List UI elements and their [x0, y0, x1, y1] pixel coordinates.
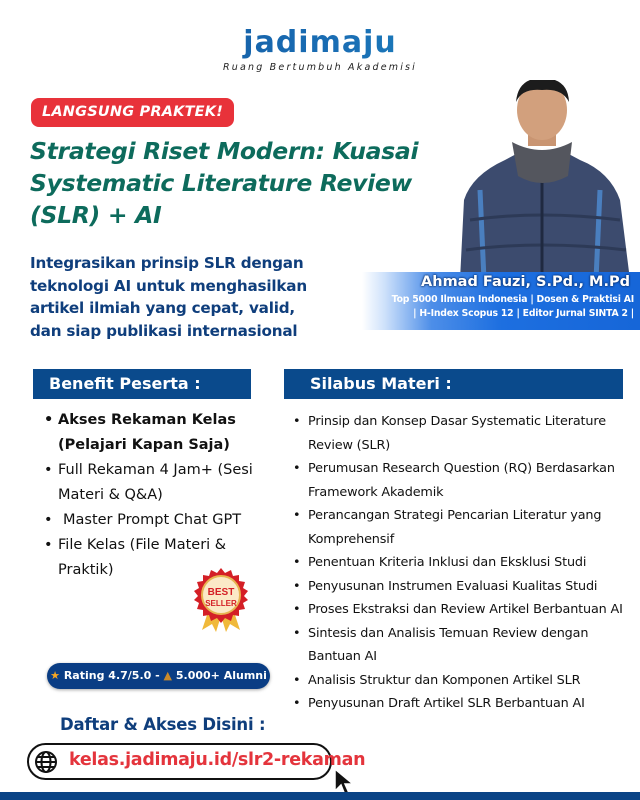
speaker-credentials: Top 5000 Ilmuan Indonesia | Dosen & Praktisi AI	[391, 294, 634, 305]
course-subtitle	[30, 252, 330, 342]
benefit-text: Full Rekaman 4 Jam+ (Sesi Materi & Q&A)	[58, 462, 253, 503]
logo-wordmark: jadimaju	[0, 26, 640, 60]
benefits-list	[44, 408, 264, 583]
syllabus-item	[293, 669, 633, 693]
graduation-cap-icon: ▲	[163, 669, 173, 682]
subtitle-line: dan siap publikasi internasional	[30, 321, 298, 340]
syllabus-text: Sintesis dan Analisis Temuan Review dengan Bantuan AI	[308, 625, 589, 664]
speaker-photo	[450, 80, 635, 280]
syllabus-text: Penyusunan Instrumen Evaluasi Kualitas Studi	[308, 578, 598, 594]
promo-badge: LANGSUNG PRAKTEK!	[31, 98, 234, 127]
star-icon: ★	[50, 669, 60, 682]
title-line: (SLR) + AI	[30, 201, 162, 229]
benefit-item	[44, 508, 264, 533]
syllabus-text: Perancangan Strategi Pencarian Literatur yang Komprehensif	[308, 508, 602, 547]
speaker-name: Ahmad Fauzi, S.Pd., M.Pd	[421, 274, 630, 290]
benefits-heading: Benefit Peserta :	[33, 369, 251, 399]
alumni-text: 5.000+ Alumni	[175, 669, 267, 682]
benefit-item	[44, 408, 264, 458]
subtitle-line: Integrasikan prinsip SLR dengan	[30, 254, 304, 272]
seal-text: BEST	[207, 587, 235, 598]
syllabus-item	[293, 504, 633, 551]
rating-separator: -	[155, 669, 160, 682]
syllabus-text: Prinsip dan Konsep Dasar Systematic Literature Review (SLR)	[308, 414, 606, 453]
globe-icon	[34, 750, 58, 774]
logo-tagline: Ruang Bertumbuh Akademisi	[222, 62, 418, 73]
syllabus-item	[293, 692, 633, 716]
syllabus-text: Penentuan Kriteria Inklusi dan Eksklusi Studi	[308, 555, 587, 570]
syllabus-text: Analisis Struktur dan Komponen Artikel SLR	[308, 672, 581, 688]
speaker-credentials: | H-Index Scopus 12 | Editor Jurnal SINTA 2 |	[413, 308, 634, 319]
course-title	[30, 135, 430, 231]
syllabus-text: Proses Ekstraksi dan Review Artikel Berbantuan AI	[308, 602, 623, 617]
brand-logo	[0, 26, 640, 73]
syllabus-item	[293, 575, 633, 599]
syllabus-item	[293, 598, 633, 622]
registration-url[interactable]: kelas.jadimaju.id/slr2-rekaman	[69, 750, 366, 770]
syllabus-list	[293, 410, 633, 716]
syllabus-item	[293, 410, 633, 457]
syllabus-item	[293, 622, 633, 669]
syllabus-heading: Silabus Materi :	[284, 369, 623, 399]
title-line: Strategi Riset Modern: Kuasai	[30, 137, 419, 165]
syllabus-text: Perumusan Research Question (RQ) Berdasarkan Framework Akademik	[308, 461, 615, 500]
title-line: Systematic Literature Review	[30, 169, 412, 197]
benefit-text: Akses Rekaman Kelas (Pelajari Kapan Saja)	[58, 412, 236, 453]
registration-link[interactable]	[27, 743, 366, 780]
benefit-text: File Kelas (File Materi & Praktik)	[58, 537, 227, 578]
rating-pill	[47, 663, 270, 689]
rating-text: Rating 4.7/5.0	[63, 669, 152, 682]
seal-text: SELLER	[205, 599, 237, 608]
syllabus-text: Penyusunan Draft Artikel SLR Berbantuan AI	[308, 696, 585, 711]
benefit-item	[44, 458, 264, 508]
footer-bar	[0, 792, 640, 800]
subtitle-line: teknologi AI untuk menghasilkan	[30, 276, 307, 295]
syllabus-item	[293, 457, 633, 504]
subtitle-line: artikel ilmiah yang cepat, valid,	[30, 299, 295, 317]
cta-label: Daftar & Akses Disini :	[60, 715, 266, 734]
best-seller-seal-icon	[192, 566, 250, 632]
syllabus-item	[293, 551, 633, 575]
benefit-text: Master Prompt Chat GPT	[63, 512, 242, 528]
